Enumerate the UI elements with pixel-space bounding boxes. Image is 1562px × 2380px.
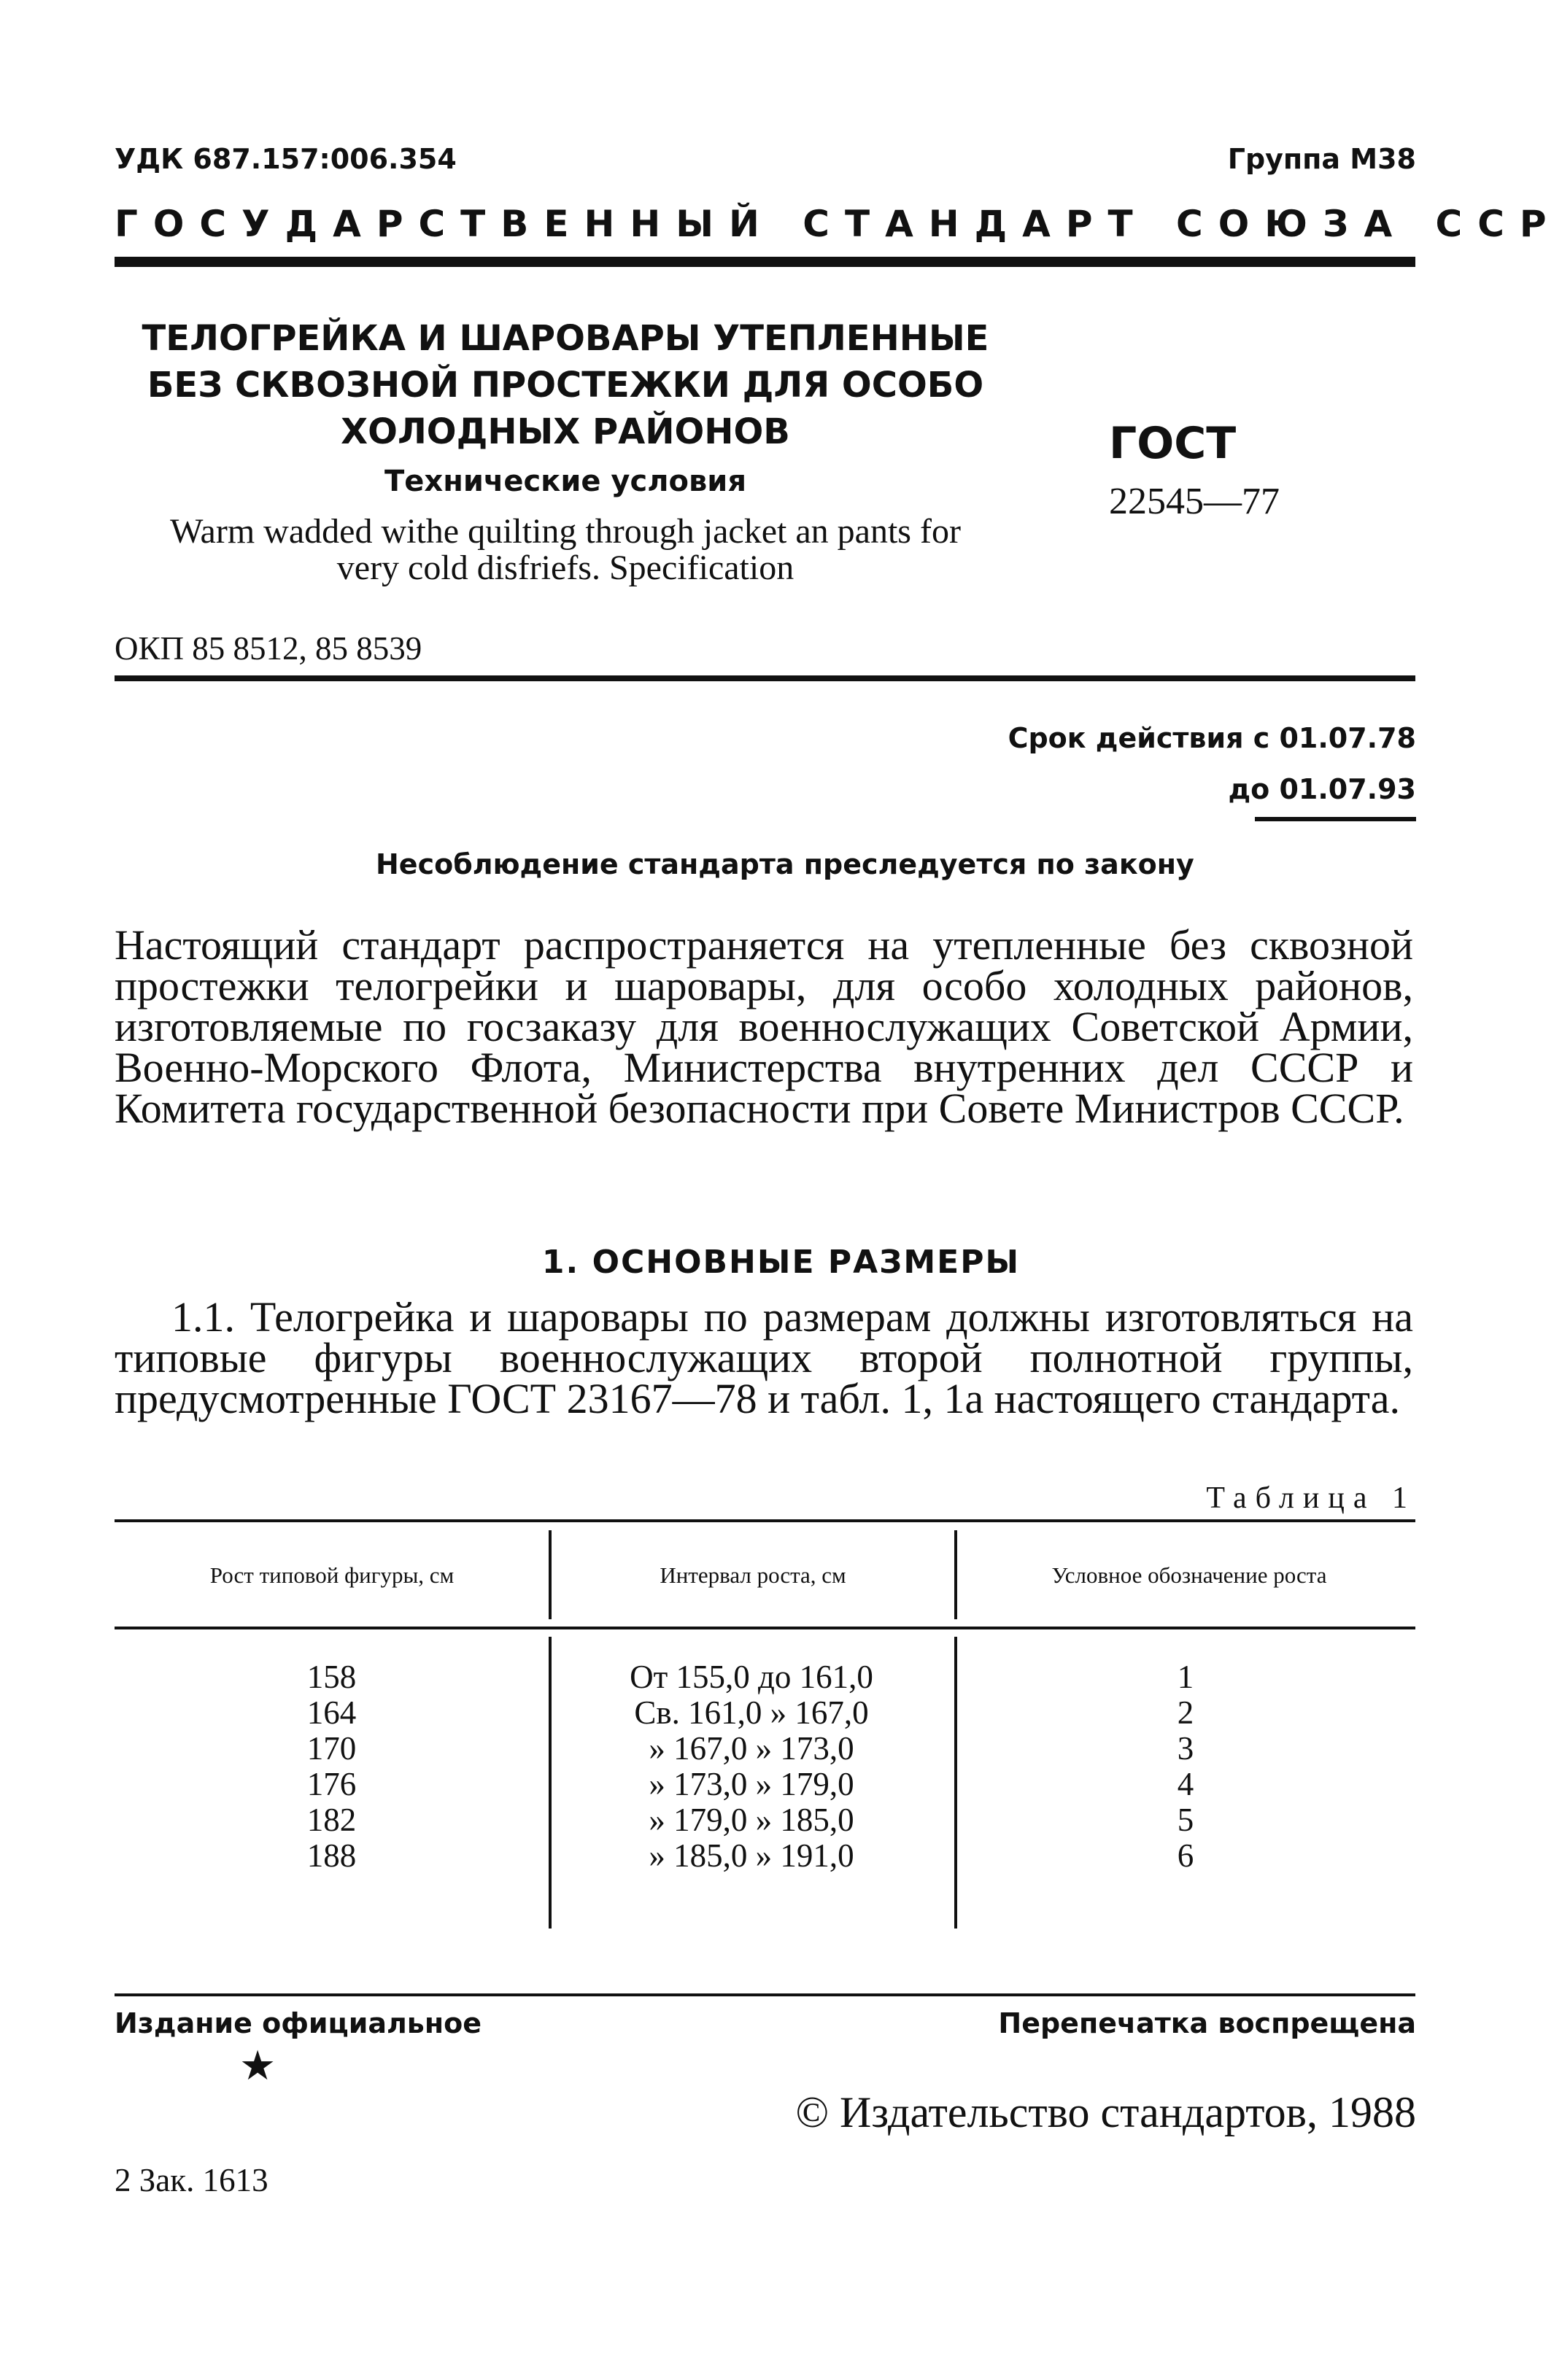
table-header-height: Рост типовой фигуры, см	[209, 1562, 455, 1588]
table-column-heights: 158 164 170 176 182 188	[306, 1659, 357, 1874]
document-title: ТЕЛОГРЕЙКА И ШАРОВАРЫ УТЕПЛЕННЫЕ БЕЗ СКВОЗНОЙ ПРОСТЕЖКИ ДЛЯ ОСОБО ХОЛОДНЫХ РАЙОНОВ	[142, 318, 989, 452]
validity-to: до 01.07.93	[1228, 773, 1416, 805]
official-edition: Издание официальное	[115, 2007, 482, 2039]
english-title: Warm wadded withe quilting through jacket an pants for very cold disfriefs. Specification	[170, 512, 961, 587]
validity-underline	[1255, 817, 1416, 821]
table-column-codes: 1 2 3 4 5 6	[1177, 1659, 1194, 1874]
section-heading: 1. ОСНОВНЫЕ РАЗМЕРЫ	[541, 1244, 1021, 1281]
validity-from: Срок действия с 01.07.78	[1008, 722, 1416, 754]
clause-1-1: 1.1. Телогрейка и шаровары по размерам должны изготовляться на типовые фигуры военнослужащих второй полнотной группы, предусмотренные ГОСТ 23167—78 и табл. 1, 1а настоящего стандарта.	[115, 1293, 1413, 1422]
footer-rule	[115, 1993, 1415, 1996]
gost-number: 22545—77	[1109, 481, 1280, 522]
table-caption: Таблица 1	[1206, 1481, 1416, 1515]
table-top-rule	[115, 1519, 1415, 1522]
star-icon: ★	[239, 2044, 277, 2089]
title-rule	[115, 675, 1415, 681]
header-thick-rule	[115, 257, 1415, 267]
state-standard-banner: ГОСУДАРСТВЕННЫЙ СТАНДАРТ СОЮЗА ССР	[115, 203, 1562, 245]
table-header-rule	[115, 1627, 1415, 1629]
gost-label: ГОСТ	[1109, 418, 1237, 469]
order-number: 2 Зак. 1613	[115, 2162, 268, 2198]
okp-code: ОКП 85 8512, 85 8539	[115, 630, 422, 667]
table-header-interval: Интервал роста, см	[660, 1562, 846, 1588]
reprint-prohibited: Перепечатка воспрещена	[998, 2007, 1416, 2039]
copyright-line: © Издательство стандартов, 1988	[795, 2088, 1416, 2136]
intro-paragraph: Настоящий стандарт распространяется на утепленные без сквозной простежки телогрейки и шаровары, для особо холодных районов, изготовляемые по госзаказу для военнослужащих Советской Армии, Военно-Морского Флота, Министерства внутренних дел СССР и Комитета государственной безопасности при Совете Министров СССР.	[115, 921, 1413, 1132]
document-subtitle: Технические условия	[384, 465, 746, 498]
legal-warning: Несоблюдение стандарта преследуется по закону	[376, 848, 1194, 880]
table-column-intervals: От 155,0 до 161,0 Св. 161,0 » 167,0 » 167,0 » 173,0 » 173,0 » 179,0 » 179,0 » 185,0 » 185,0 » 191,0	[630, 1659, 873, 1874]
udk-code: УДК 687.157:006.354	[115, 143, 457, 175]
table-header-code: Условное обозначение роста	[1051, 1562, 1327, 1588]
group-code: Группа М38	[1227, 143, 1416, 175]
